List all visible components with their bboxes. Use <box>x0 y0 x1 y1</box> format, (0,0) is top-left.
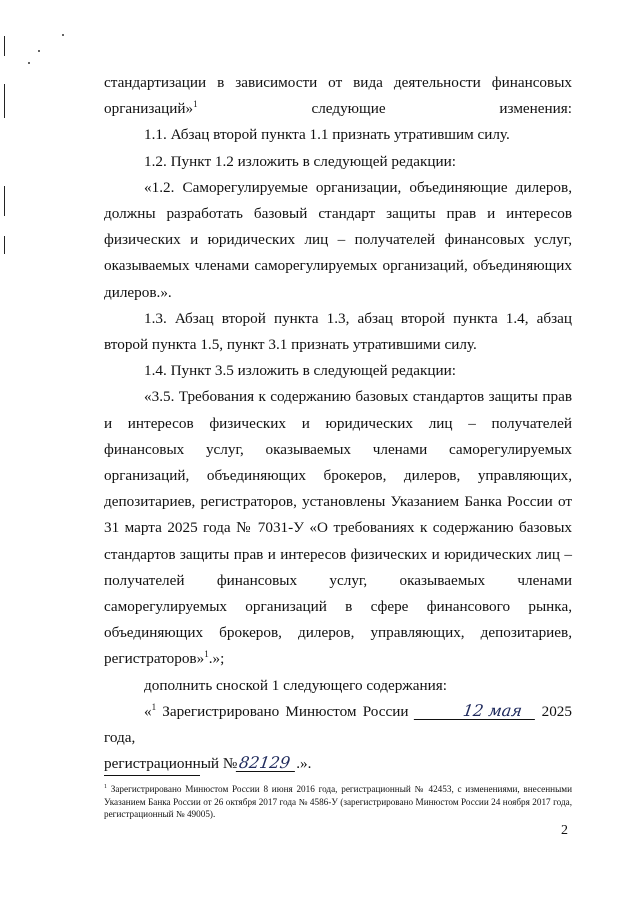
paragraph: 1.2. Пункт 1.2 изложить в следующей редакции: <box>144 152 457 170</box>
paragraph-text: 2025 года, <box>104 702 572 747</box>
footnote <box>104 781 572 821</box>
footnote-ref: 1 <box>193 99 198 110</box>
scan-dot <box>28 62 30 64</box>
footnote-text: Зарегистрировано Минюстом России 8 июня 2016 года, регистрационный № 42453, с изменениями, внесенными Указанием Банка России от 26 октября 2017 года № 4586-У (зарегистрировано Минюстом России 24 ноября 2017 года, регистрационный № 49005). <box>104 784 572 820</box>
footnote-ref: 1 <box>151 701 157 712</box>
footnote-marker: 1 <box>104 784 107 790</box>
paragraph-text: регистрационный № <box>104 755 238 773</box>
scan-mark <box>4 186 5 216</box>
paragraph: 1.3. Абзац второй пункта 1.3, абзац второй пункта 1.4, абзац второй пункта 1.5, пункт 3.1 признать утратившими силу. <box>104 309 572 354</box>
paragraph: «1.2. Саморегулируемые организации, объединяющие дилеров, должны разработать базовый стандарт защиты прав и интересов физических и юридических лиц – получателей финансовых услуг, оказываемых членами саморегулируемых организаций, объединяющих дилеров.». <box>104 178 572 301</box>
paragraph-text: .»; <box>208 650 225 668</box>
handwritten-date: 12 мая <box>413 703 536 720</box>
paragraph <box>104 751 572 777</box>
paragraph-text: «3.5. Требования к содержанию базовых стандартов защиты прав и интересов физических и юридических лиц – получателей финансовых услуг, оказываемых членами саморегулируемых организаций, объединяющих брокеров, дилеров, управляющих, депозитариев, регистраторов, установлены Указанием Банка России от 31 марта 2025 года № 7031-У «О требованиях к содержанию базовых стандартов защиты прав и интересов физических и юридических лиц – получателей финансовых услуг, оказываемых членами саморегулируемых организаций в сфере финансового рынка, объединяющих брокеров, дилеров, управляющих, депозитариев, регистраторов» <box>104 388 572 668</box>
paragraph-text: стандартизации в зависимости от вида деятельности финансовых организаций» <box>104 74 572 118</box>
paragraph: 1.4. Пункт 3.5 изложить в следующей редакции: <box>144 362 457 380</box>
paragraph: 1.1. Абзац второй пункта 1.1 признать утратившим силу. <box>144 126 510 144</box>
page-number: 2 <box>561 823 568 838</box>
quote-open: « <box>144 702 152 720</box>
paragraph: дополнить сноской 1 следующего содержания: <box>144 676 447 694</box>
scan-dot <box>62 34 64 36</box>
paragraph <box>104 70 572 122</box>
footnote-separator <box>104 775 200 776</box>
paragraph-text: следующие изменения: <box>197 100 572 118</box>
scan-mark <box>4 236 5 254</box>
paragraph-text: .». <box>296 755 312 773</box>
document-body <box>104 70 572 777</box>
paragraph <box>104 699 572 751</box>
scan-mark <box>4 84 5 118</box>
scan-mark <box>4 36 5 56</box>
handwritten-registration-number: 82129 <box>236 755 297 772</box>
paragraph-text: Зарегистрировано Минюстом России <box>156 702 415 720</box>
paragraph <box>104 384 572 672</box>
footnote-ref: 1 <box>204 649 209 660</box>
scan-dot <box>38 50 40 52</box>
